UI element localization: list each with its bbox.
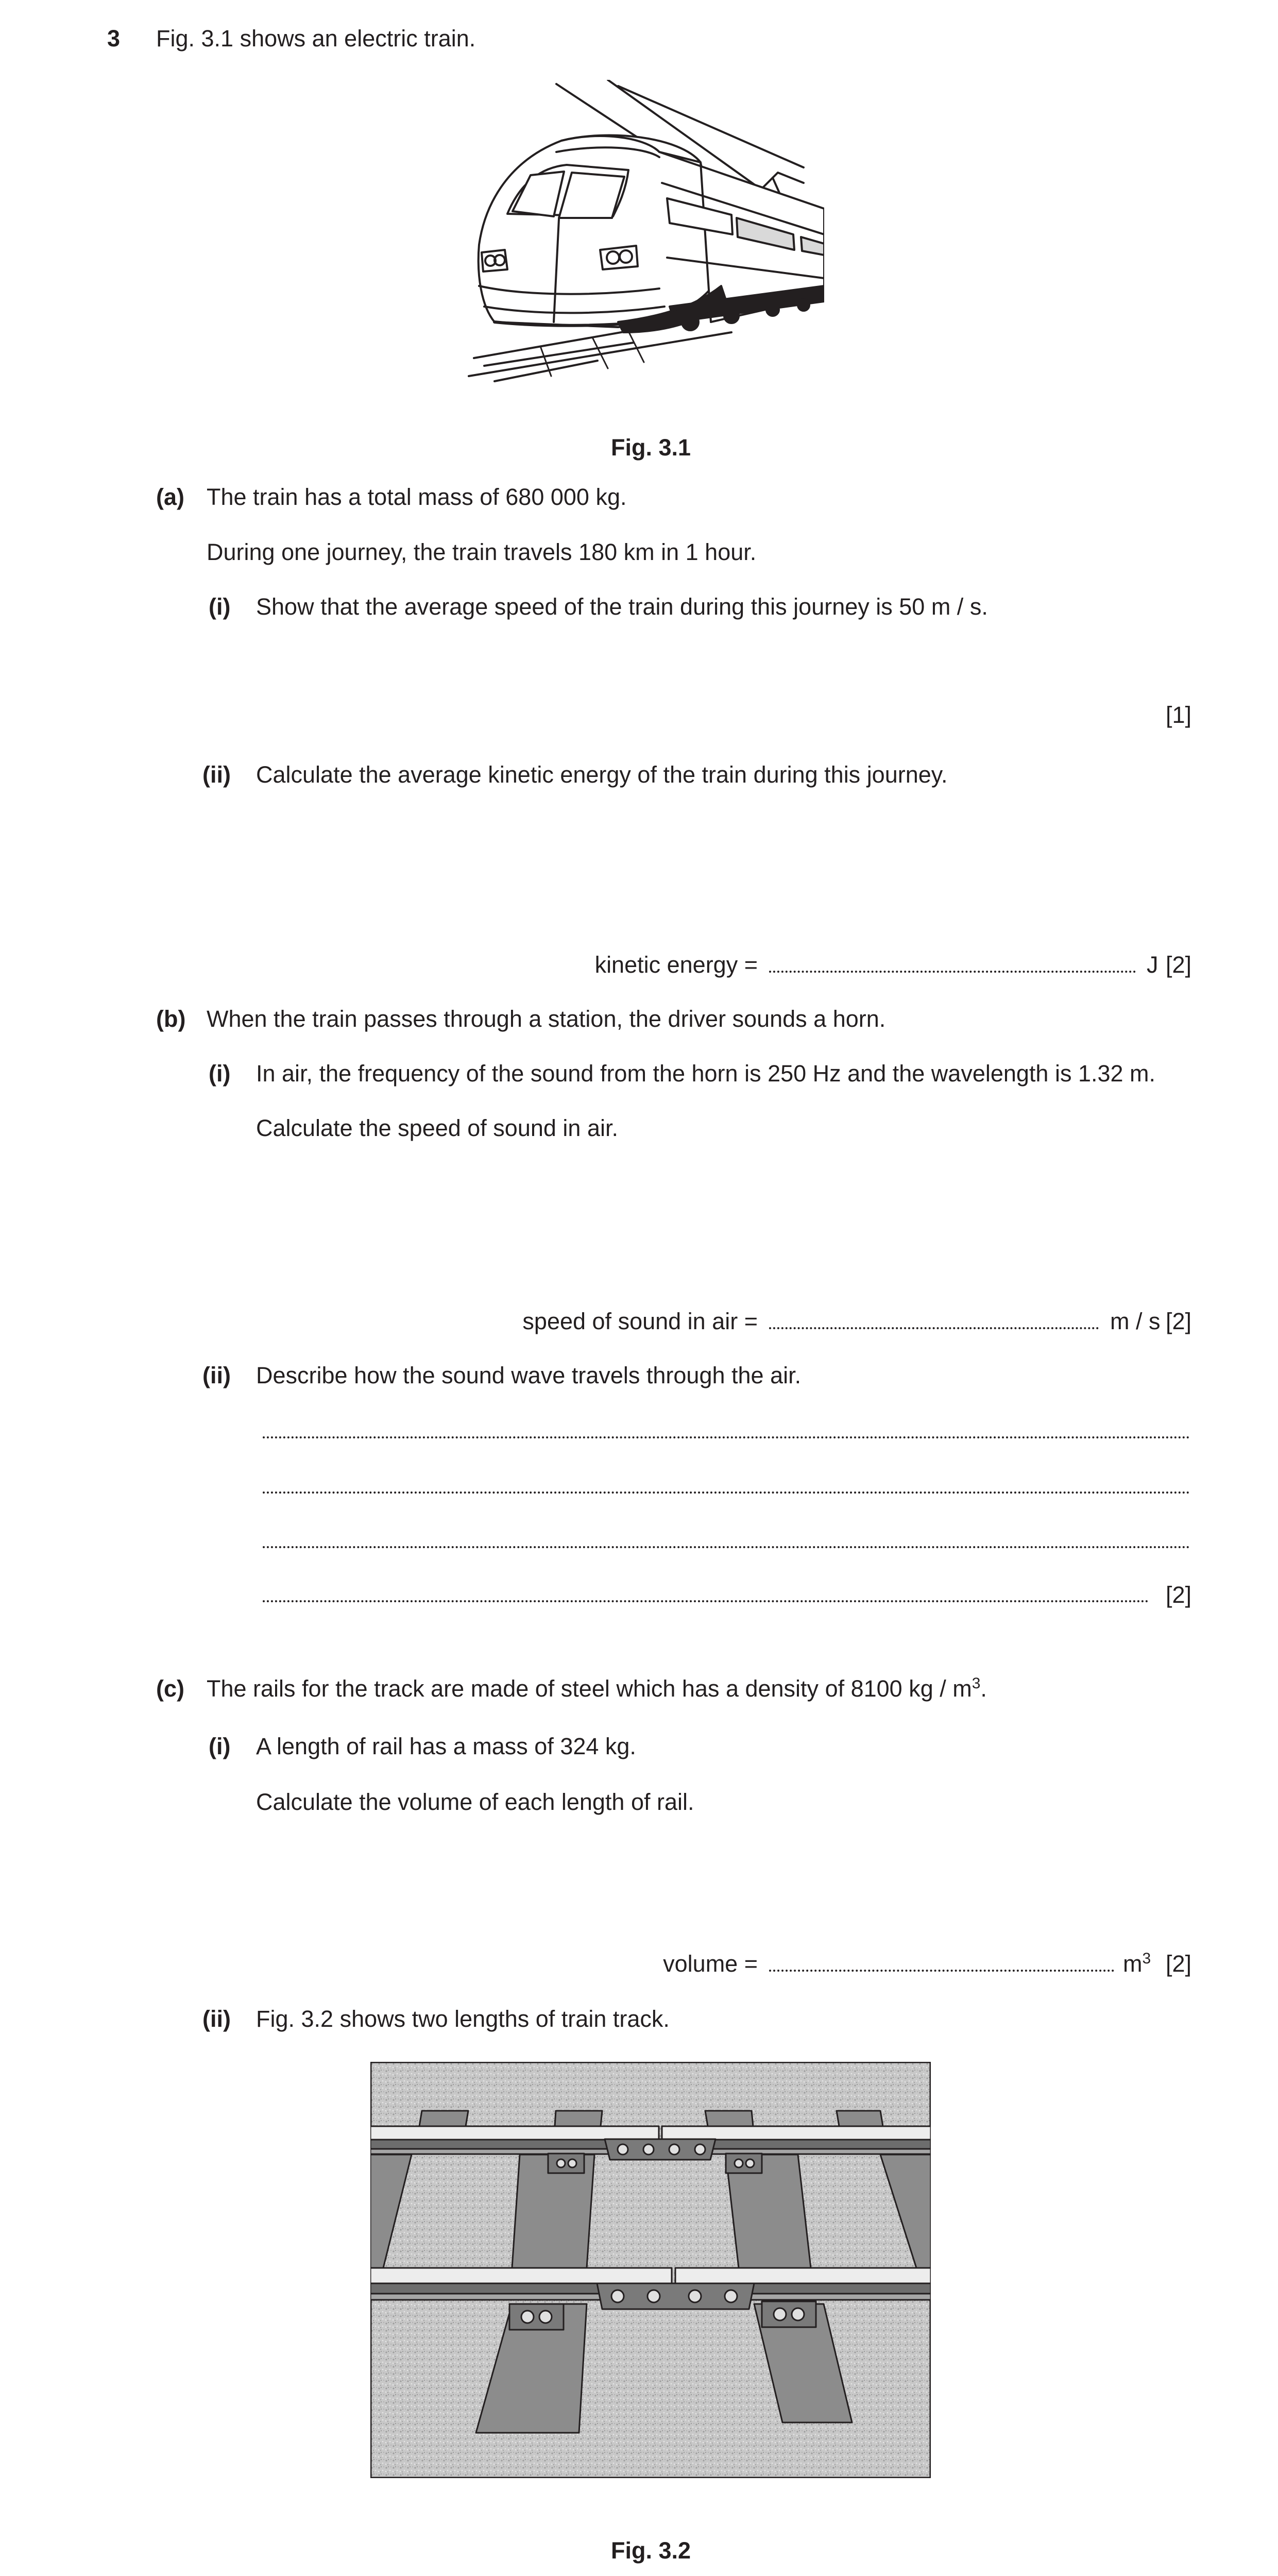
part-c-stem: The rails for the track are made of steel which has a density of 8100 kg / $m^3$. bbox=[207, 1675, 987, 1702]
kinetic-energy-answer-line[interactable] bbox=[769, 971, 1136, 973]
part-a-i-marks: [1] bbox=[1165, 702, 1191, 728]
part-b-ii-answer-line[interactable] bbox=[263, 1436, 1190, 1438]
part-b-ii-question: Describe how the sound wave travels through the air. bbox=[256, 1362, 802, 1388]
part-b-i-question: In air, the frequency of the sound from the horn is 250 Hz and the wavelength is 1.32 m. bbox=[256, 1060, 1156, 1087]
part-b-stem: When the train passes through a station, the driver sounds a horn. bbox=[207, 1006, 886, 1032]
volume-answer-label: volume = bbox=[663, 1951, 758, 1977]
part-b-ii-answer-line[interactable] bbox=[263, 1546, 1190, 1548]
part-a-ii-marks: [2] bbox=[1166, 952, 1192, 978]
part-a-i-question: Show that the average speed of the train during this journey is 50 m / s. bbox=[256, 594, 988, 620]
volume-unit-superscript: 3 bbox=[1142, 1950, 1151, 1967]
kinetic-energy-unit: J bbox=[1147, 952, 1158, 978]
part-a-stem-mass: The train has a total mass of 680 000 kg. bbox=[207, 484, 627, 510]
speed-of-sound-answer-label: speed of sound in air = bbox=[522, 1308, 758, 1334]
fig-3-2-caption: Fig. 3.2 bbox=[611, 2537, 691, 2564]
part-b-ii-marks: [2] bbox=[1166, 1582, 1192, 1608]
volume-answer-line[interactable] bbox=[769, 1970, 1114, 1972]
speed-of-sound-answer-line[interactable] bbox=[769, 1327, 1099, 1329]
part-c-i-question: A length of rail has a mass of 324 kg. bbox=[256, 1733, 636, 1759]
part-b-i-instruction: Calculate the speed of sound in air. bbox=[256, 1115, 618, 1141]
part-c-ii-intro: Fig. 3.2 shows two lengths of train track. bbox=[256, 2006, 670, 2032]
part-b-label: (b) bbox=[156, 1006, 186, 1032]
train-track-figure bbox=[370, 2062, 931, 2478]
fig-3-1-caption: Fig. 3.1 bbox=[611, 434, 691, 461]
part-b-ii-label: (ii) bbox=[202, 1362, 231, 1388]
part-c-stem-superscript: 3 bbox=[972, 1675, 981, 1692]
speed-of-sound-unit: m / s bbox=[1110, 1308, 1161, 1334]
part-c-ii-label: (ii) bbox=[202, 2006, 231, 2032]
question-intro: Fig. 3.1 shows an electric train. bbox=[156, 25, 476, 52]
part-a-stem-journey: During one journey, the train travels 180 km in 1 hour. bbox=[207, 539, 757, 565]
electric-train-figure bbox=[464, 80, 824, 384]
part-a-label: (a) bbox=[156, 484, 184, 510]
part-a-i-label: (i) bbox=[209, 594, 231, 620]
part-b-ii-answer-line[interactable] bbox=[263, 1600, 1149, 1602]
part-b-ii-answer-line[interactable] bbox=[263, 1492, 1190, 1494]
volume-unit: $m^3$ bbox=[1123, 1950, 1151, 1977]
part-c-label: (c) bbox=[156, 1675, 184, 1702]
part-c-i-marks: [2] bbox=[1166, 1951, 1192, 1977]
part-a-ii-question: Calculate the average kinetic energy of the train during this journey. bbox=[256, 761, 948, 788]
part-a-ii-label: (ii) bbox=[202, 761, 231, 788]
part-c-i-instruction: Calculate the volume of each length of rail. bbox=[256, 1789, 694, 1815]
part-b-i-label: (i) bbox=[209, 1060, 231, 1087]
part-b-i-marks: [2] bbox=[1166, 1308, 1192, 1334]
question-number: 3 bbox=[107, 25, 121, 52]
part-c-i-label: (i) bbox=[209, 1733, 231, 1759]
kinetic-energy-answer-label: kinetic energy = bbox=[594, 952, 758, 978]
